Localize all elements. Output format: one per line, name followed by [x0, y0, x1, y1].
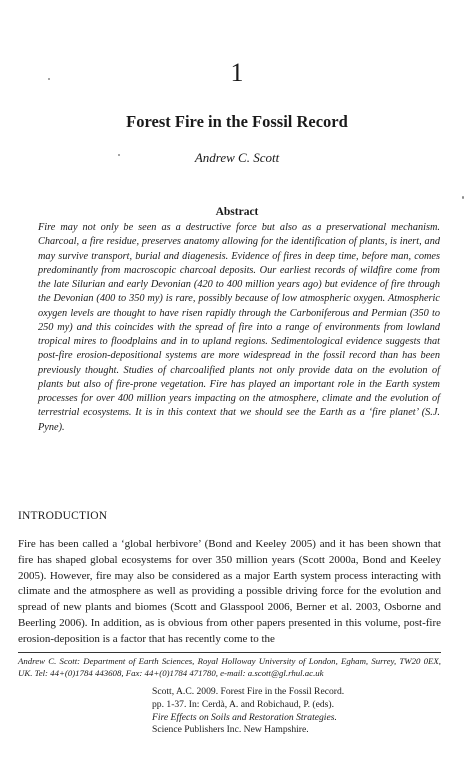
citation-block: [152, 686, 442, 737]
citation-line-1: Scott, A.C. 2009. Forest Fire in the Fossil Record.: [152, 686, 345, 697]
chapter-title: Forest Fire in the Fossil Record: [126, 112, 348, 131]
chapter-author: Andrew C. Scott: [194, 150, 280, 165]
scan-speck: [462, 196, 464, 199]
introduction-heading: INTRODUCTION: [18, 510, 108, 522]
abstract-text: Fire may not only be seen as a destructive force but also as a preservational mechanism. Charcoal, a fire residue, preserves anatomy allowing for the identification of plants, is inert, and may survive transport, burial and diagenesis. Evidence of fires in deep time, before man, comes predominantly from macroscopic charcoal deposits. Our earliest records of wildfire come from the late Silurian and early Devonian (420 to 400 million years ago) but evidence of fire through the Devonian (400 to 350 my) is rare, possibly because of low atmospheric oxygen. Atmospheric oxygen levels are thought to have risen rapidly through the Carboniferous and Permian (350 to 250 my) and this coincides with the spread of fire into a range of environments from lowland tropical mires to floodplains and in to upland regions. Sedimentological evidence suggests that post-fire erosion-depositional systems are more widespread in the fossil record than has been previously thought. Studies of charcoalified plants not only provide data on the evolution of plants but also of fire-prone vegetation. Fire has played an important role in the Earth system processes for over 400 million years impacting on the atmosphere, climate and the evolution of terrestrial ecosystems. It is in this context that we should see the Earth as a ‘fire planet’ (S.J. Pyne).: [38, 222, 440, 433]
abstract-heading: Abstract: [215, 206, 259, 218]
citation-line-2: pp. 1-37. In: Cerdà, A. and Robichaud, P. (eds).: [152, 698, 334, 710]
introduction-text: Fire has been called a ‘global herbivore’ (Bond and Keeley 2005) and it has been shown that fire has shaped global ecosystems for over 350 million years (Scott 2000a, Bond and Keeley 2005). However, fire may also be considered as a major Earth system process interacting with climate and the atmosphere as well as providing a possible driving force for the evolution and spread of new plants and biomes (Scott and Glasspool 2006, Berner et al. 2003, Osborne and Beerling 2006). In addition, as is obvious from other papers presented in this volume, post-fire erosion-deposition is a factor that has recently come to the: [18, 538, 441, 645]
scan-speck: [118, 154, 120, 156]
scan-speck: [48, 78, 50, 80]
footnote-divider: [18, 652, 441, 653]
citation-line-4: Science Publishers Inc. New Hampshire.: [152, 724, 309, 736]
citation-line-3: Fire Effects on Soils and Restoration Strategies.: [152, 711, 337, 723]
chapter-number: 1: [230, 58, 244, 87]
author-affiliation-footnote: Andrew C. Scott: Department of Earth Sciences, Royal Holloway University of London, Egham, Surrey, TW20 0EX, UK. Tel: 44+(0)1784 443608, Fax: 44+(0)1784 471780, e-mail: a.scott@gl.rhul.ac.uk: [18, 656, 441, 679]
